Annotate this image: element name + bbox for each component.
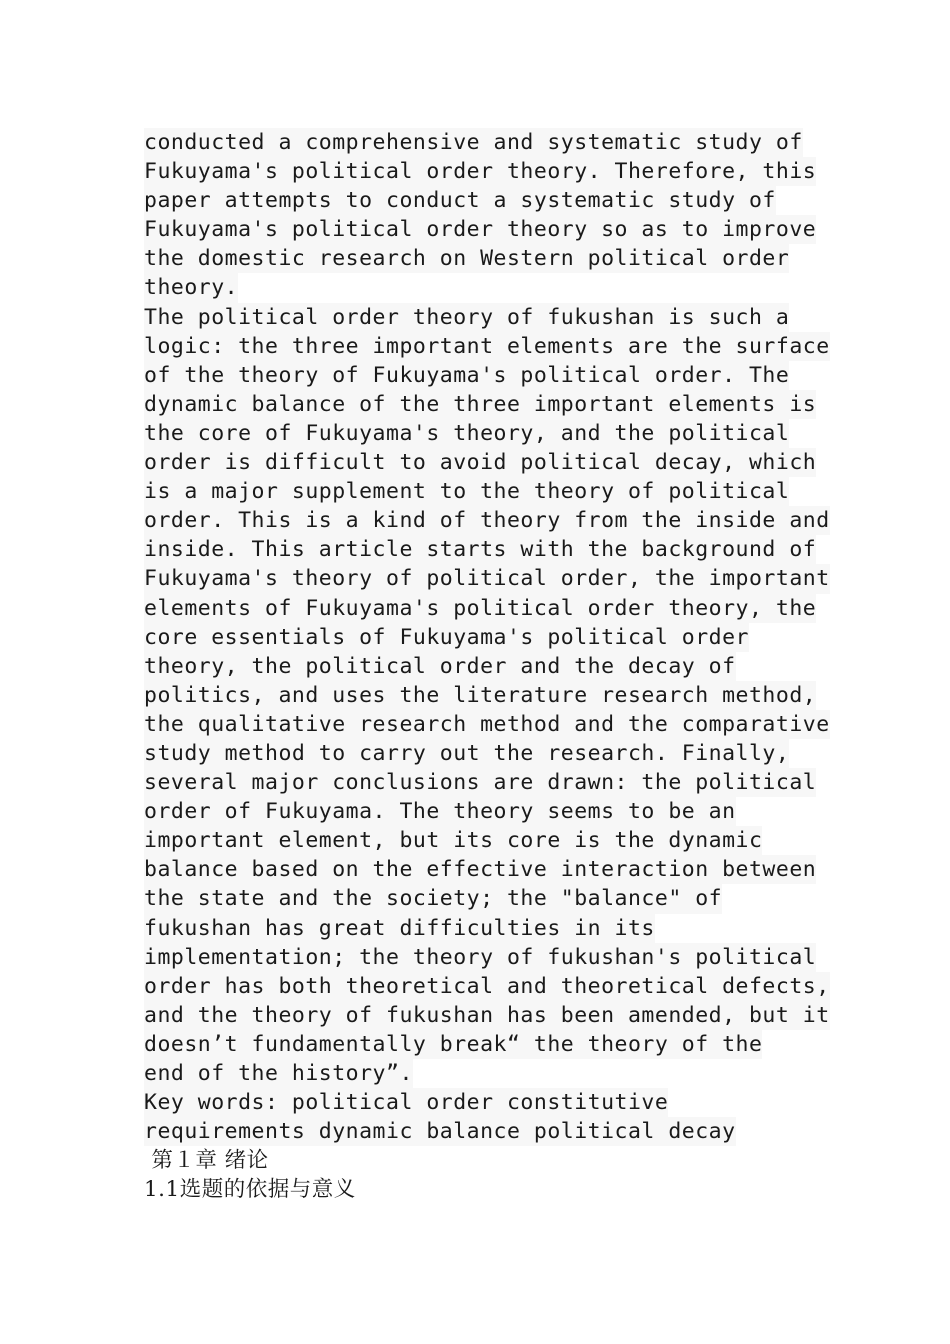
text-line: Fukuyama's political order theory. Therefore, this bbox=[144, 157, 816, 186]
text-line: balance based on the effective interaction between bbox=[144, 855, 816, 884]
text-line: dynamic balance of the three important elements is bbox=[144, 390, 816, 419]
keywords-line: requirements dynamic balance political decay bbox=[144, 1117, 736, 1146]
text-line: the domestic research on Western political order bbox=[144, 244, 789, 273]
text-line: The political order theory of fukushan is such a bbox=[144, 303, 789, 332]
text-line: doesn’t fundamentally break“ the theory of the bbox=[144, 1030, 762, 1059]
text-line: order of Fukuyama. The theory seems to be an bbox=[144, 797, 736, 826]
text-line: Fukuyama's political order theory so as to improve bbox=[144, 215, 816, 244]
text-line: several major conclusions are drawn: the political bbox=[144, 768, 816, 797]
text-line: logic: the three important elements are the surface bbox=[144, 332, 830, 361]
keywords-paragraph bbox=[144, 1088, 804, 1146]
text-line: politics, and uses the literature research method, bbox=[144, 681, 816, 710]
text-line: core essentials of Fukuyama's political order bbox=[144, 623, 749, 652]
text-line: fukushan has great difficulties in its bbox=[144, 914, 655, 943]
text-line: the core of Fukuyama's theory, and the political bbox=[144, 419, 789, 448]
text-line: theory, the political order and the decay of bbox=[144, 652, 736, 681]
abstract-continued-paragraph bbox=[144, 128, 817, 303]
text-line: important element, but its core is the dynamic bbox=[144, 826, 762, 855]
text-line: implementation; the theory of fukushan's political bbox=[144, 943, 816, 972]
abstract-main-paragraph bbox=[144, 303, 830, 1089]
text-line: theory. bbox=[144, 273, 238, 302]
text-line: is a major supplement to the theory of political bbox=[144, 477, 789, 506]
document-body bbox=[144, 128, 830, 1204]
text-line: and the theory of fukushan has been amended, but it bbox=[144, 1001, 830, 1030]
section-heading: 1.1选题的依据与意义 bbox=[144, 1177, 356, 1203]
text-line: paper attempts to conduct a systematic study of bbox=[144, 186, 776, 215]
text-line: end of the history”. bbox=[144, 1059, 413, 1088]
text-line: elements of Fukuyama's political order theory, the bbox=[144, 594, 816, 623]
text-line: of the theory of Fukuyama's political order. The bbox=[144, 361, 789, 390]
text-line: order is difficult to avoid political decay, which bbox=[144, 448, 816, 477]
text-line: Fukuyama's theory of political order, the important bbox=[144, 564, 830, 593]
text-line: order has both theoretical and theoretical defects, bbox=[144, 972, 830, 1001]
text-line: the state and the society; the "balance" of bbox=[144, 884, 722, 913]
text-line: the qualitative research method and the comparative bbox=[144, 710, 830, 739]
keywords-line: Key words: political order constitutive bbox=[144, 1088, 668, 1117]
text-line: study method to carry out the research. Finally, bbox=[144, 739, 789, 768]
chapter-heading: 第１章 绪论 bbox=[144, 1148, 269, 1174]
text-line: conducted a comprehensive and systematic study of bbox=[144, 128, 803, 157]
text-line: order. This is a kind of theory from the inside and bbox=[144, 506, 830, 535]
text-line: inside. This article starts with the background of bbox=[144, 535, 816, 564]
